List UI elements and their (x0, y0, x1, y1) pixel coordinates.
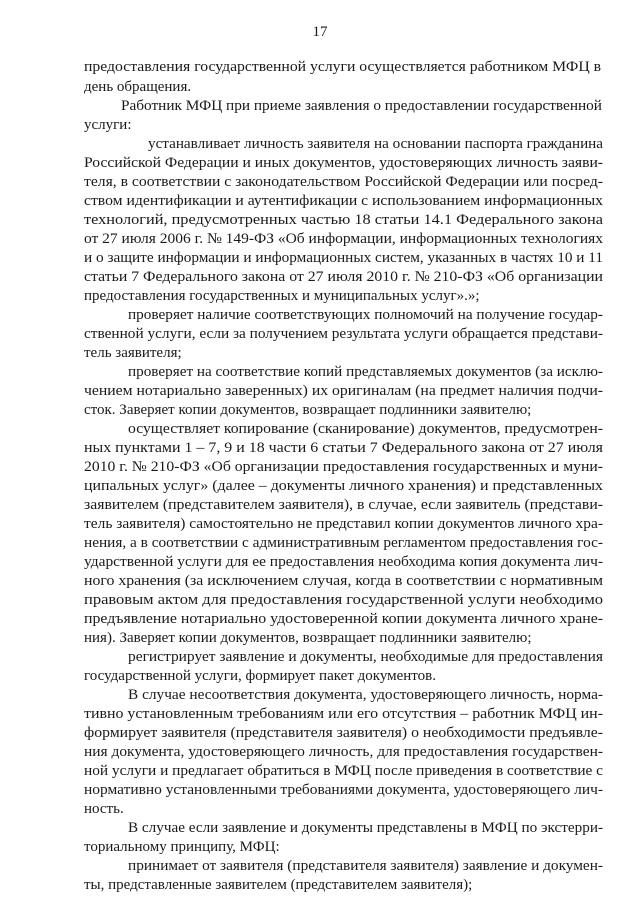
text-line: проверяет наличие соответствующих полномочий на получение государ- (128, 307, 603, 323)
text-line: проверяет на соответствие копий представляемых документов (за исклю- (128, 364, 603, 380)
text-line: правовым актом для предоставления государственной услуги необходимо (84, 592, 603, 608)
text-line: устанавливает личность заявителя на основании паспорта гражданина (148, 136, 603, 152)
text-line: Работник МФЦ при приеме заявления о предоставлении государственной (121, 98, 602, 114)
text-line: ударственной услуги для ее предоставления необходима копия документа лич- (84, 554, 603, 570)
text-line: статьи 7 Федерального закона от 27 июля 2010 г. № 210-ФЗ «Об организации (84, 269, 603, 285)
text-line: ния документа, удостоверяющего личность, для предоставления государствен- (84, 744, 603, 760)
text-line: ты, представленные заявителем (представителем заявителя); (84, 877, 473, 893)
text-line: день обращения. (84, 79, 192, 95)
page-number: 17 (312, 24, 328, 40)
text-line: государственной услуги, формирует пакет документов. (84, 668, 436, 684)
text-line: осуществляет копирование (сканирование) документов, предусмотрен- (128, 421, 603, 437)
text-line: нения, а в соответствии с административным регламентом предоставления гос- (84, 535, 603, 551)
text-line: тивно установленным требованиям или его отсутствия – работник МФЦ ин- (84, 706, 603, 722)
text-line: услуги: (84, 117, 132, 133)
text-line: В случае несоответствия документа, удостоверяющего личность, норма- (128, 687, 603, 703)
text-line: В случае если заявление и документы представлены в МФЦ по экстерри- (128, 820, 603, 836)
text-line: заявителем (представителем заявителя), в случае, если заявитель (представи- (84, 497, 603, 513)
text-line: 2010 г. № 210-ФЗ «Об организации предоставления государственных и муни- (84, 459, 603, 475)
text-line: Российской Федерации и иных документов, удостоверяющих личность заяви- (84, 155, 603, 171)
text-line: предъявление нотариально удостоверенной копии документа личного хране- (84, 611, 603, 627)
text-line: нормативно установленными требованиями документа, удостоверяющего лич- (84, 782, 603, 798)
text-line: сток. Заверяет копии документов, возвращает подлинники заявителю; (84, 402, 532, 418)
text-line: от 27 июля 2006 г. № 149-ФЗ «Об информации, информационных технологиях (84, 231, 603, 247)
text-line: ного хранения (за исключением случая, когда в соответствии с нормативным (84, 573, 603, 589)
text-line: и о защите информации и информационных систем, указанных в частях 10 и 11 (84, 250, 603, 266)
text-line: ципальных услуг» (далее – документы личного хранения) и представленных (84, 478, 603, 494)
text-line: ственной услуги, если за получением результата услуги обращается представи- (84, 326, 603, 342)
text-line: тель заявителя) самостоятельно не представил копии документов личного хра- (84, 516, 603, 532)
text-line: ния). Заверяет копии документов, возвращает подлинники заявителю; (84, 630, 532, 646)
text-line: ториальному принципу, МФЦ: (84, 839, 280, 855)
text-line: тель заявителя; (84, 345, 182, 361)
text-line: принимает от заявителя (представителя заявителя) заявление и докумен- (128, 858, 603, 874)
text-line: предоставления государственных и муниципальных услуг».»; (84, 288, 480, 304)
text-line: чением нотариально заверенных) их оригиналам (на предмет наличия подчи- (84, 383, 603, 399)
text-line: формирует заявителя (представителя заявителя) о необходимости предъявле- (84, 725, 603, 741)
text-line: регистрирует заявление и документы, необходимые для предоставления (128, 649, 603, 665)
text-line: предоставления государственной услуги осуществляется работником МФЦ в (84, 59, 601, 75)
text-line: ной услуги и предлагает обратиться в МФЦ после приведения в соответствие с (84, 763, 603, 779)
text-line: ством идентификации и аутентификации с использованием информационных (84, 193, 603, 209)
text-line: ных пунктами 1 – 7, 9 и 18 части 6 статьи 7 Федерального закона от 27 июля (84, 440, 603, 456)
text-line: ность. (84, 801, 124, 817)
text-line: технологий, предусмотренных частью 18 статьи 14.1 Федерального закона (84, 212, 603, 228)
text-line: теля, в соответствии с законодательством Российской Федерации или посред- (84, 174, 603, 190)
